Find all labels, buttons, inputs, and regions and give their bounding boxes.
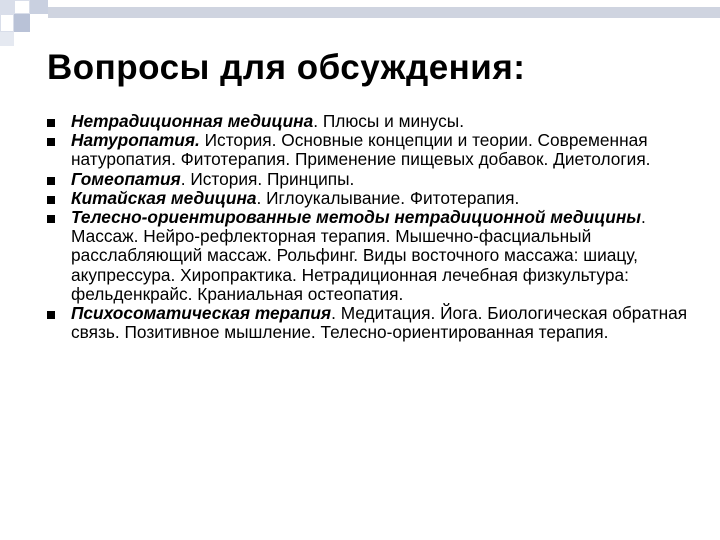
list-item [46,112,696,131]
decorative-square [30,0,48,14]
decorative-square [0,32,14,46]
item-text: . Медитация. Йога. Биологическая обратная связь. Позитивное мышление. Телесно-ориентированная терапия. [71,303,688,343]
item-term: Телесно-ориентированные методы нетрадиционной медицины [71,207,642,228]
decorative-square [14,0,30,14]
item-term: Нетрадиционная медицина [71,111,314,131]
square-bullet-icon [47,119,55,127]
item-text: . Плюсы и минусы. [313,111,464,131]
list-item [46,304,696,342]
bullet-list [46,112,696,342]
item-text: . Массаж. Нейро-рефлекторная терапия. Мышечно-фасциальный расслабляющий массаж. Рольфинг. Виды восточного массажа: шиацу, акупрессура. Хиропрактика. Нетрадиционная лечебная физкультура: фельденкрайс. Краниальная остеопатия. [71,207,646,304]
decorative-square [0,0,14,14]
square-bullet-icon [47,138,55,146]
slide-title: Вопросы для обсуждения: [47,48,526,87]
list-item [46,208,696,304]
list-item [46,170,696,189]
item-text: . Иглоукалывание. Фитотерапия. [256,187,520,208]
item-term: Натуропатия. [71,130,200,151]
square-bullet-icon [47,196,55,204]
decorative-square [14,14,30,32]
list-item [46,189,696,208]
square-bullet-icon [47,177,55,185]
top-accent-bar [48,7,720,18]
list-item [46,131,696,169]
square-bullet-icon [47,311,55,319]
item-text: История. Основные концепции и теории. Современная натуропатия. Фитотерапия. Применение пищевых добавок. Диетология. [71,130,651,170]
item-text: . История. Принципы. [180,168,355,189]
decorative-square [0,14,14,32]
item-term: Гомеопатия [71,168,181,189]
item-term: Психосоматическая терапия [71,303,332,324]
square-bullet-icon [47,215,55,223]
item-term: Китайская медицина [71,187,257,208]
